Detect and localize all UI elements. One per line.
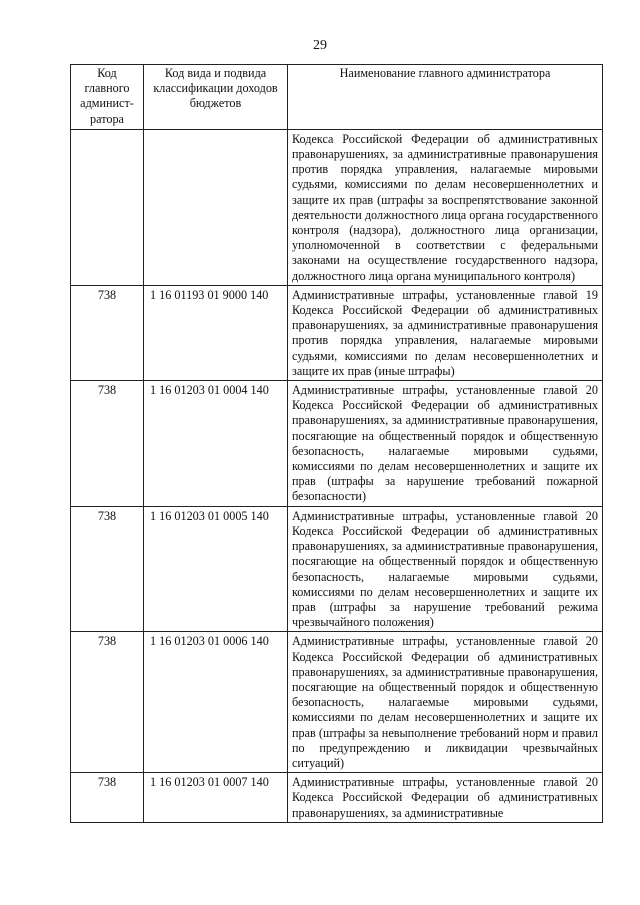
table-row: [71, 285, 603, 380]
admin-code-cell: 738: [71, 632, 144, 773]
admin-name-cell: Административные штрафы, установленные главой 20 Кодекса Российской Федерации об административных правонарушениях, за административные правонарушения, посягающие на общественный порядок и общественную безопасность, налагаемые мировыми судьями, комиссиями по делам несовершеннолетних и защите их прав (штрафы за нарушение требований режима чрезвычайного положения): [288, 506, 603, 632]
admin-code-cell: 738: [71, 506, 144, 632]
table-header: [71, 65, 603, 130]
admin-name-cell: Административные штрафы, установленные главой 20 Кодекса Российской Федерации об административных правонарушениях, за административные: [288, 773, 603, 823]
header-admin-name: Наименование главного администратора: [288, 65, 603, 130]
table-row: [71, 632, 603, 773]
header-income-code: Код вида и подвида классификации доходов бюджетов: [144, 65, 288, 130]
admin-name-cell: Кодекса Российской Федерации об административных правонарушениях, за административные правонарушения против порядка управления, налагаемые мировыми судьями, комиссиями по делам несовершеннолетних и защите их прав (штрафы за воспрепятствование законной деятельности должностного лица органа государственного контроля (надзора), должностного лица организации, уполномоченной в соответствии с федеральными законами на осуществление государственного надзора, должностного лица органа муниципального контроля): [288, 129, 603, 285]
admin-name-cell: Административные штрафы, установленные главой 20 Кодекса Российской Федерации об административных правонарушениях, за административные правонарушения, посягающие на общественный порядок и общественную безопасность, налагаемые мировыми судьями, комиссиями по делам несовершеннолетних и защите их прав (штрафы за невыполнение требований норм и правил по предупреждению и ликвидации чрезвычайных ситуаций): [288, 632, 603, 773]
income-code-cell: 1 16 01203 01 0007 140: [144, 773, 288, 823]
income-code-cell: 1 16 01203 01 0006 140: [144, 632, 288, 773]
admin-code-cell: 738: [71, 773, 144, 823]
income-code-cell: [144, 129, 288, 285]
table-header-row: [71, 65, 603, 130]
admin-code-cell: 738: [71, 381, 144, 507]
revenue-administrators-table: [70, 64, 603, 823]
income-code-cell: 1 16 01203 01 0005 140: [144, 506, 288, 632]
table-row: [71, 129, 603, 285]
header-admin-code: Код главного админист-ратора: [71, 65, 144, 130]
admin-code-cell: 738: [71, 285, 144, 380]
admin-name-cell: Административные штрафы, установленные главой 20 Кодекса Российской Федерации об административных правонарушениях, за административные правонарушения, посягающие на общественный порядок и общественную безопасность, налагаемые мировыми судьями, комиссиями по делам несовершеннолетних и защите их прав (штрафы за нарушение требований пожарной безопасности): [288, 381, 603, 507]
table-row: [71, 773, 603, 823]
table-row: [71, 506, 603, 632]
table-row: [71, 381, 603, 507]
page-number: 29: [313, 38, 327, 53]
table-body: [71, 129, 603, 822]
income-code-cell: 1 16 01203 01 0004 140: [144, 381, 288, 507]
admin-code-cell: [71, 129, 144, 285]
income-code-cell: 1 16 01193 01 9000 140: [144, 285, 288, 380]
admin-name-cell: Административные штрафы, установленные главой 19 Кодекса Российской Федерации об административных правонарушениях, за административные правонарушения против порядка управления, налагаемые мировыми судьями, комиссиями по делам несовершеннолетних и защите их прав (иные штрафы): [288, 285, 603, 380]
